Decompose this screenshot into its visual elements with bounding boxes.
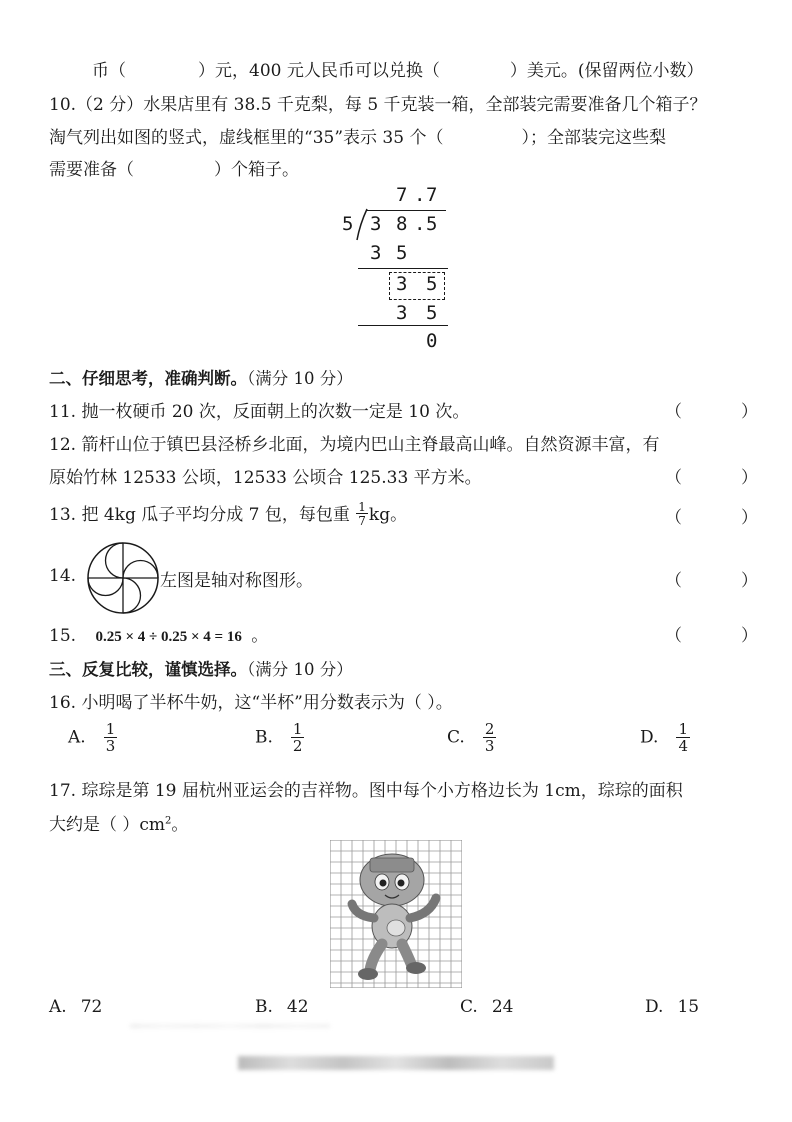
step1-digit: 3 <box>370 242 382 264</box>
q16-option-label: A. <box>68 727 86 748</box>
q12-answer-blank[interactable] <box>688 461 736 483</box>
q10-line2-b: ）；全部装完这些梨 <box>521 128 666 148</box>
division-bracket <box>356 208 370 242</box>
q14-text: 左图是轴对称图形。 <box>160 571 313 591</box>
q14-num: 14. <box>49 566 77 586</box>
q17-option-value: 72 <box>80 997 103 1017</box>
long-division <box>330 180 460 360</box>
quotient-digit: 7 <box>426 184 438 206</box>
pinwheel-circle-figure <box>86 541 160 615</box>
q9-tail-line <box>92 56 704 81</box>
q16-option-c[interactable] <box>447 722 496 754</box>
q17-sup: 2 <box>165 815 172 827</box>
q10-line3-a: 需要准备（ <box>49 160 134 180</box>
q16-option-b[interactable] <box>255 722 304 754</box>
section3-title: 三、反复比较，谨慎选择。 <box>49 660 247 679</box>
frac-num: 1 <box>292 720 303 738</box>
boxed-digit: 3 <box>396 273 408 295</box>
final-remainder: 0 <box>426 330 438 352</box>
section3-heading <box>49 656 353 680</box>
q17-option-value: 15 <box>677 997 700 1017</box>
q17-option-a[interactable] <box>49 997 102 1017</box>
q14-answer-blank[interactable] <box>688 564 736 586</box>
dividend-digit: 3 <box>370 213 382 235</box>
q15-end: 。 <box>251 626 269 646</box>
q13-frac-num: 1 <box>358 499 366 514</box>
q15-paren-close: ） <box>741 626 758 646</box>
q10-line2 <box>49 123 666 148</box>
division-bar <box>366 210 446 211</box>
dividend-digit: 5 <box>426 213 438 235</box>
mascot-grid-figure <box>330 840 462 988</box>
q12-paren-open: （ <box>665 468 682 488</box>
q12-line2: 原始竹林 12533 公顷，12533 公顷合 125.33 平方米。 <box>49 468 482 488</box>
q12-line1: 12. 箭杆山位于镇巴县泾桥乡北面，为境内巴山主脊最高山峰。自然资源丰富，有 <box>49 435 660 455</box>
q13-line <box>49 500 407 529</box>
subtract-line-1 <box>358 268 448 269</box>
q17-line2-a: 大约是（ ）cm <box>49 815 166 835</box>
q10-line3 <box>49 155 299 180</box>
q16-option-fraction <box>291 722 305 754</box>
q16-option-fraction <box>483 722 497 754</box>
step1-digit: 5 <box>396 242 408 264</box>
q16-option-d[interactable] <box>640 722 690 754</box>
frac-den: 3 <box>484 737 495 755</box>
q16-text: 16. 小明喝了半杯牛奶，这“半杯”用分数表示为（ ）。 <box>49 693 453 713</box>
q16-option-fraction <box>104 722 118 754</box>
quotient-digit: 7 <box>396 184 408 206</box>
q11-answer-blank[interactable] <box>688 395 736 417</box>
q11-paren-open: （ <box>665 402 682 422</box>
section2-points: （满分 10 分） <box>247 369 353 388</box>
q9-text-a: 币（ <box>92 61 126 81</box>
q17-option-label: A. <box>49 997 67 1017</box>
frac-num: 1 <box>678 720 688 738</box>
q10-line2-a: 淘气列出如图的竖式，虚线框里的“35”表示 35 个（ <box>49 128 444 148</box>
q17-line2-b: 。 <box>171 815 189 835</box>
divisor: 5 <box>342 213 354 235</box>
blurred-watermark <box>238 1056 554 1070</box>
q13-text-b: kg。 <box>368 505 408 525</box>
q17-option-label: B. <box>255 997 273 1017</box>
q15-answer-blank[interactable] <box>688 619 736 641</box>
q10-line1: 10.（2 分）水果店里有 38.5 千克梨，每 5 千克装一箱，全部装完需要准备几个箱子？ <box>49 95 707 115</box>
q9-text-b: ）元，400 元人民币可以兑换（ <box>198 61 440 81</box>
boxed-digit: 5 <box>426 273 438 295</box>
q11-paren-close: ） <box>741 402 758 422</box>
frac-den: 3 <box>105 737 116 755</box>
q16-option-label: C. <box>447 727 465 748</box>
blurred-watermark-faint <box>130 1024 330 1028</box>
q17-option-c[interactable] <box>460 997 513 1017</box>
q17-line1: 17. 琮琮是第 19 届杭州亚运会的吉祥物。图中每个小方格边长为 1cm，琮琮的面积 <box>49 781 683 801</box>
step2-digit: 3 <box>396 302 408 324</box>
q15-num: 15. <box>49 626 77 646</box>
q17-option-b[interactable] <box>255 997 309 1017</box>
frac-num: 1 <box>105 720 116 738</box>
dividend-digit: 8 <box>396 213 408 235</box>
q10-line3-b: ）个箱子。 <box>214 160 299 180</box>
q13-text-a: 13. 把 4kg 瓜子平均分成 7 包，每包重 <box>49 505 350 525</box>
section2-title: 二、仔细思考，准确判断。 <box>49 369 247 388</box>
section2-heading <box>49 365 353 389</box>
q17-option-label: C. <box>460 997 478 1017</box>
q11-text: 11. 抛一枚硬币 20 次，反面朝上的次数一定是 10 次。 <box>49 402 470 422</box>
q17-option-d[interactable] <box>645 997 699 1017</box>
subtract-line-2 <box>358 325 448 326</box>
q12-paren-close: ） <box>741 468 758 488</box>
q13-fraction <box>356 501 368 527</box>
frac-den: 4 <box>678 737 688 755</box>
q15-expression: 0.25 × 4 ÷ 0.25 × 4 = 16 <box>95 629 242 645</box>
q16-option-label: D. <box>640 727 659 748</box>
q17-line2 <box>49 810 188 835</box>
section3-points: （满分 10 分） <box>247 660 353 679</box>
frac-num: 2 <box>484 720 495 738</box>
q17-option-value: 24 <box>491 997 514 1017</box>
q17-option-label: D. <box>645 997 664 1017</box>
q9-text-c: ）美元。(保留两位小数） <box>509 61 704 81</box>
quotient-digit: . <box>414 184 426 206</box>
q14-paren-open: （ <box>665 571 682 591</box>
q13-answer-blank[interactable] <box>688 501 736 523</box>
q15-paren-open: （ <box>665 626 682 646</box>
q16-option-fraction <box>676 722 690 754</box>
q13-paren-open: （ <box>665 508 682 528</box>
q16-option-a[interactable] <box>68 722 117 754</box>
q16-option-label: B. <box>255 727 273 748</box>
step2-digit: 5 <box>426 302 438 324</box>
q15-line <box>49 621 268 646</box>
frac-den: 2 <box>292 737 303 755</box>
q14-paren-close: ） <box>741 571 758 591</box>
q13-frac-den: 7 <box>358 513 366 528</box>
q17-option-value: 42 <box>286 997 309 1017</box>
dividend-digit: . <box>414 213 426 235</box>
q13-paren-close: ） <box>741 508 758 528</box>
